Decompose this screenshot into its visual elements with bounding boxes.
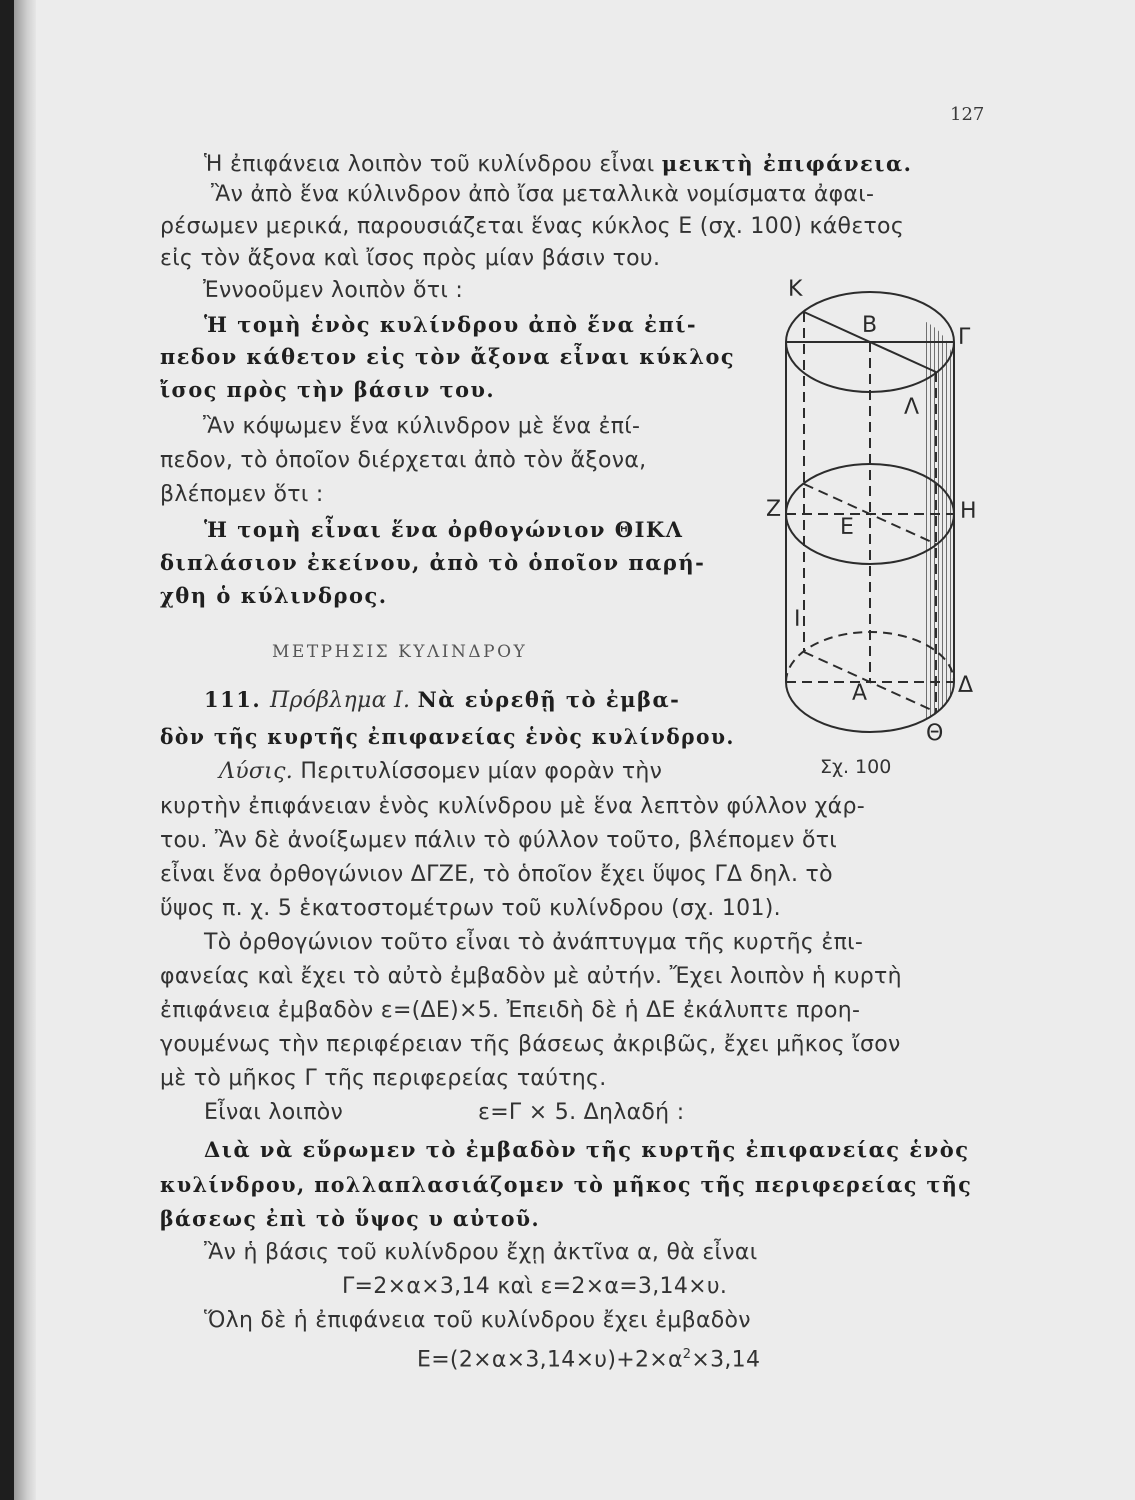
text-segment: κυλίνδρου, πολλαπλασιάζομεν τὸ μῆκος τῆς περιφερείας τῆς (160, 1172, 973, 1197)
text-segment: ὕψος π. χ. 5 ἑκατοστομέτρων τοῦ κυλίνδρου (σχ. 101). (160, 896, 781, 921)
text-segment: βλέπομεν ὅτι : (160, 482, 324, 507)
text-line (204, 149, 974, 180)
text-line (160, 480, 355, 510)
page-number: 127 (950, 104, 985, 125)
label-D: Δ (958, 673, 974, 698)
text-segment: βάσεως ἐπὶ τὸ ὕψος υ αὐτοῦ. (160, 1206, 541, 1231)
text-segment: Πρόβλημα Ι. (269, 688, 418, 713)
cylinder-diagram (766, 272, 996, 752)
label-H: Η (960, 499, 977, 524)
text-segment: ρέσωμεν μερικά, παρουσιάζεται ἕνας κύκλος Ε (σχ. 100) κάθετος (160, 214, 905, 239)
text-segment: δὸν τῆς κυρτῆς ἐπιφανείας ἑνὸς κυλίνδρου. (160, 724, 735, 749)
text-segment: Ἡ τομὴ εἶναι ἕνα ὀρθογώνιον ΘΙΚΛ (204, 517, 684, 542)
text-segment: πεδον, τὸ ὁποῖον διέρχεται ἀπὸ τὸν ἄξονα, (160, 448, 647, 473)
text-line (160, 244, 740, 274)
text-segment: ×3,14 (691, 1347, 761, 1373)
text-line (160, 342, 736, 373)
label-Z: Ζ (766, 497, 782, 522)
text-segment: του. Ἂν δὲ ἀνοίξωμεν πάλιν τὸ φύλλον τοῦτο, βλέπομεν ὅτι (160, 828, 838, 853)
text-line-part: Εἶναι λοιπὸν (204, 1100, 344, 1125)
text-segment: εἶναι ἕνα ὀρθογώνιον ΔΓΖΕ, τὸ ὁποῖον ἔχει ὕψος ΓΔ δηλ. τὸ (160, 862, 833, 887)
book-page (14, 0, 1135, 1500)
text-line (160, 1064, 690, 1094)
text-segment: κυρτὴν ἐπιφάνειαν ἑνὸς κυλίνδρου μὲ ἕνα λεπτὸν φύλλον χάρ- (160, 794, 865, 819)
text-segment: Περιτυλίσσομεν μίαν φορὰν τὴν (300, 759, 663, 784)
text-line (160, 962, 972, 992)
label-E: Ε (840, 515, 854, 540)
text-segment: Ἂν ἡ βάσις τοῦ κυλίνδρου ἔχῃ ἀκτῖνα α, θὰ εἶναι (204, 1240, 758, 1265)
text-line (204, 928, 972, 958)
text-line (160, 1204, 541, 1235)
text-line (204, 1238, 884, 1268)
text-segment: χθη ὁ κύλινδρος. (160, 583, 388, 608)
label-K: Κ (788, 277, 803, 302)
text-segment: μεικτὴ ἐπιφάνεια. (661, 151, 913, 176)
label-I: Ι (794, 607, 801, 632)
text-segment: Νὰ εὑρεθῇ τὸ ἐμβα- (417, 687, 681, 712)
text-line (160, 826, 972, 856)
text-line (160, 996, 972, 1026)
label-A: Α (852, 681, 868, 706)
formula (417, 1340, 862, 1375)
text-line (160, 375, 496, 406)
text-line (160, 860, 972, 890)
text-segment: Ὅλη δὲ ἡ ἐπιφάνεια τοῦ κυλίνδρου ἔχει ἐμβαδὸν (204, 1308, 751, 1333)
text-segment: Ἂν κόψωμεν ἕνα κύλινδρον μὲ ἕνα ἐπί- (203, 414, 641, 439)
label-TH: Θ (926, 721, 944, 746)
text-segment: φανείας καὶ ἔχει τὸ αὐτὸ ἐμβαδὸν μὲ αὐτήν. Ἔχει λοιπὸν ἡ κυρτὴ (160, 964, 902, 989)
label-G: Γ (958, 325, 971, 350)
text-line (203, 412, 733, 442)
text-segment: 2 (682, 1347, 692, 1362)
text-segment: Ἂν ἀπὸ ἕνα κύλινδρον ἀπὸ ἴσα μεταλλικὰ νομίσματα ἀφαι- (211, 182, 875, 207)
text-segment: γουμένως τὴν περιφέρειαν τῆς βάσεως ἀκριβῶς, ἔχει μῆκος ἴσον (160, 1032, 901, 1057)
text-line (204, 1306, 869, 1336)
text-line (204, 515, 734, 546)
text-line (160, 1170, 973, 1201)
figure-caption: Σχ. 100 (820, 756, 892, 778)
text-segment: Ἡ τομὴ ἑνὸς κυλίνδρου ἀπὸ ἕνα ἐπί- (204, 312, 698, 337)
text-line (160, 548, 735, 579)
text-segment: ἴσος πρὸς τὴν βάσιν του. (160, 377, 496, 402)
text-segment: εἰς τὸν ἄξονα καὶ ἴσος πρὸς μίαν βάσιν του. (160, 246, 661, 271)
page-gutter-shadow (14, 0, 36, 1500)
text-segment: Λύσις. (219, 759, 301, 784)
text-line (160, 1030, 972, 1060)
text-line (160, 446, 735, 476)
formula (342, 1272, 862, 1302)
label-L: Λ (904, 395, 920, 420)
text-line (160, 894, 890, 924)
text-segment: Ἐννοοῦμεν λοιπὸν ὅτι : (203, 278, 464, 303)
hatched-strip (926, 322, 954, 720)
text-segment: Γ=2×α×3,14 καὶ ε=2×α=3,14×υ. (342, 1274, 728, 1299)
text-line (204, 310, 734, 341)
text-segment: Ε=(2×α×3,14×υ)+2×α (417, 1347, 683, 1373)
text-segment: Τὸ ὀρθογώνιον τοῦτο εἶναι τὸ ἀνάπτυγμα τῆς κυρτῆς ἐπι- (204, 930, 864, 955)
text-segment: Ἡ ἐπιφάνεια λοιπὸν τοῦ κυλίνδρου εἶναι (204, 152, 662, 177)
label-B: Β (862, 313, 878, 338)
text-segment: πεδον κάθετον εἰς τὸν ἄξονα εἶναι κύκλος (160, 344, 736, 369)
text-line (203, 276, 553, 306)
text-line (160, 212, 972, 242)
text-line (219, 757, 734, 787)
text-segment: μὲ τὸ μῆκος Γ τῆς περιφερείας ταύτης. (160, 1066, 607, 1091)
text-segment: διπλάσιον ἐκείνου, ἀπὸ τὸ ὁποῖον παρή- (160, 550, 706, 575)
text-segment: 111. (204, 687, 270, 712)
formula: ε=Γ × 5. Δηλαδή : (478, 1100, 685, 1125)
text-segment: ἐπιφάνεια ἐμβαδὸν ε=(ΔΕ)×5. Ἐπειδὴ δὲ ἡ ΔΕ ἐκάλυπτε προη- (160, 998, 861, 1023)
text-line (204, 685, 734, 716)
text-line (204, 1135, 972, 1166)
text-segment: Διὰ νὰ εὕρωμεν τὸ ἐμβαδὸν τῆς κυρτῆς ἐπιφανείας ἑνὸς (204, 1137, 970, 1162)
text-line (211, 180, 971, 210)
section-heading: ΜΕΤΡΗΣΙΣ ΚΥΛΙΝΔΡΟΥ (272, 642, 528, 662)
text-line (160, 722, 735, 753)
text-line (160, 581, 400, 612)
text-line (160, 792, 972, 822)
cylinder-figure (766, 272, 996, 752)
